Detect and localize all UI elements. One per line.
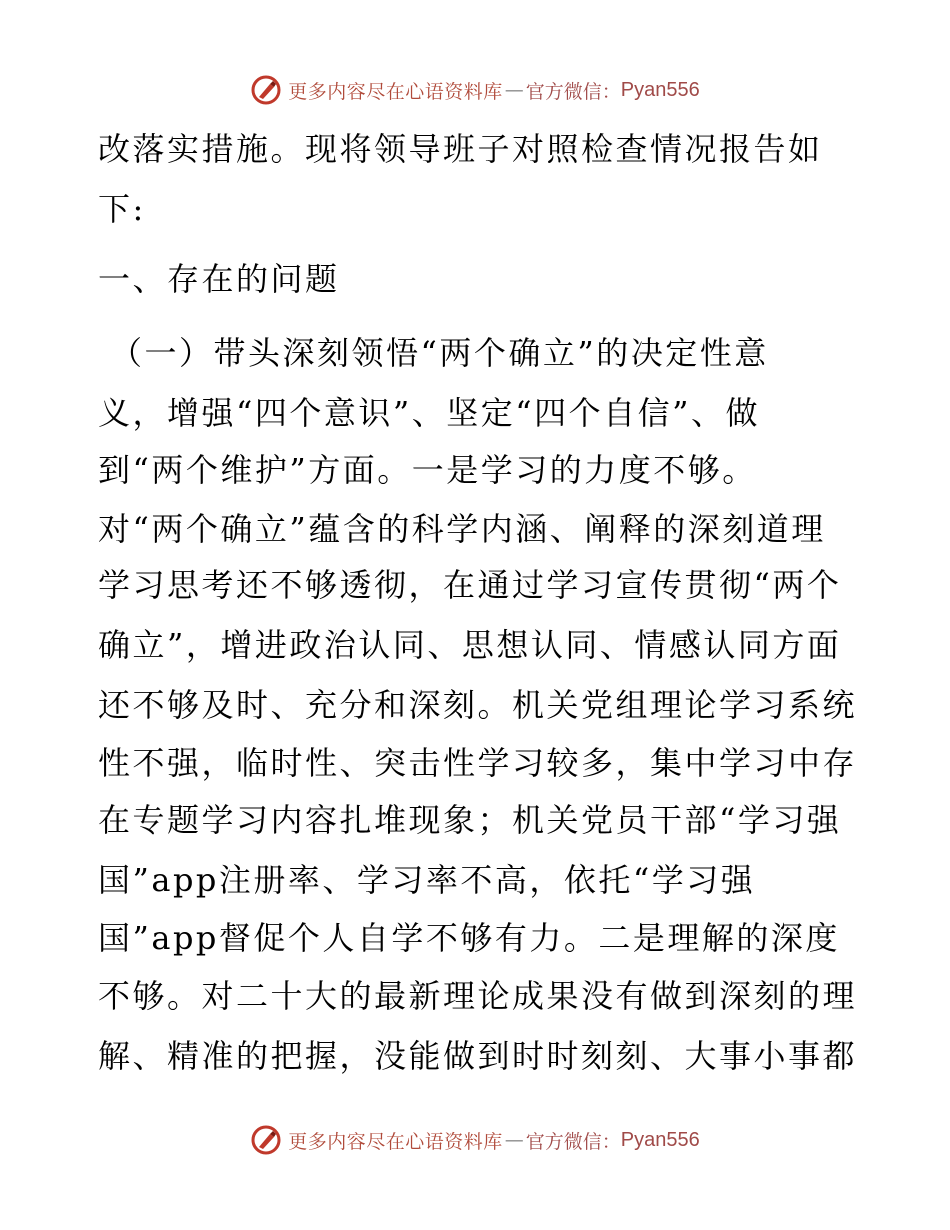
pen-logo-icon [250,1124,282,1156]
watermark-contact-label: 官方微信： [525,80,621,103]
watermark-contact-label: 官方微信： [525,1130,621,1153]
body-line: 到“两个维护”方面。一是学习的力度不够。 [98,451,757,489]
pen-logo-icon [250,74,282,106]
body-line: 国”app注册率、学习率不高，依托“学习强 [98,861,756,899]
body-line: 在专题学习内容扎堆现象；机关党员干部“学习强 [98,801,842,839]
watermark-contact-id: Pyan556 [620,78,700,101]
header-watermark [0,72,950,108]
body-line: 改落实措施。现将领导班子对照检查情况报告如 [98,130,823,168]
body-line: 义，增强“四个意识”、坚定“四个自信”、做 [98,394,760,432]
body-line: 性不强，临时性、突击性学习较多，集中学习中存 [98,744,858,782]
watermark-slogan: 更多内容尽在心语资料库 [288,80,503,103]
footer-watermark [0,1122,950,1158]
subsection-heading: （一）带头深刻领悟“两个确立”的决定性意 [110,334,769,372]
body-line: 对“两个确立”蕴含的科学内涵、阐释的深刻道理 [98,510,826,548]
watermark-dash: — [504,79,524,101]
watermark-dash: — [504,1129,524,1151]
section-heading: 一、存在的问题 [98,260,340,298]
body-line: 不够。对二十大的最新理论成果没有做到深刻的理 [98,977,858,1015]
body-line: 确立”，增进政治认同、思想认同、情感认同方面 [98,626,842,664]
body-line: 解、精准的把握，没能做到时时刻刻、大事小事都 [98,1037,858,1075]
body-line: 国”app督促个人自学不够有力。二是理解的深度 [98,919,840,957]
body-line: 学习思考还不够透彻，在通过学习宣传贯彻“两个 [98,566,842,604]
body-line: 还不够及时、充分和深刻。机关党组理论学习系统 [98,686,858,724]
watermark-slogan: 更多内容尽在心语资料库 [288,1130,503,1153]
body-line: 下: [98,190,146,228]
watermark-contact-id: Pyan556 [620,1128,700,1151]
